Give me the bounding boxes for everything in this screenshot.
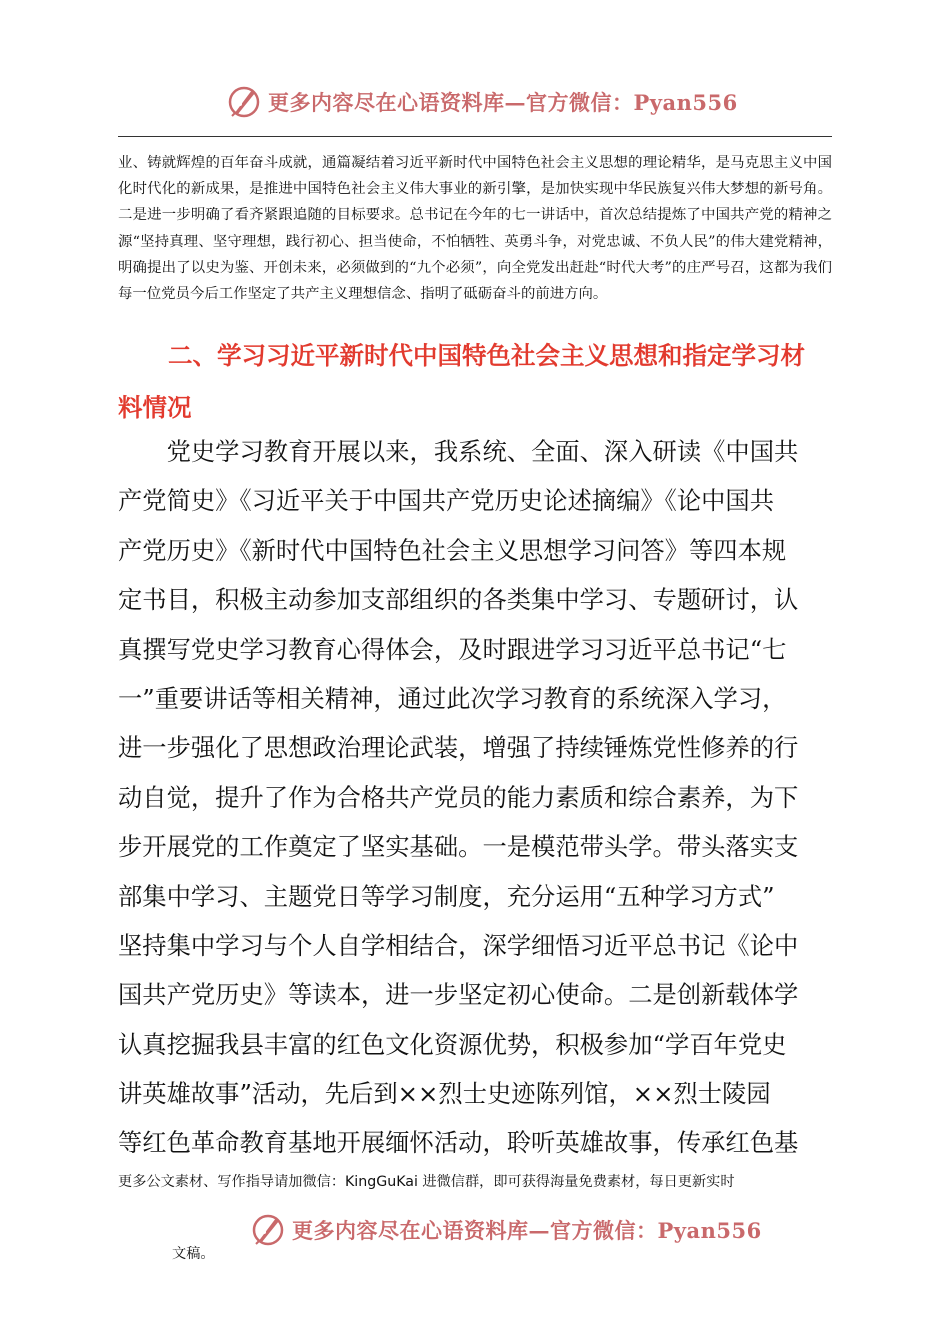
body-text — [118, 427, 834, 1168]
body-line: 国共产党历史》等读本，进一步坚定初心使命。二是创新载体学 — [118, 980, 799, 1010]
intro-paragraph: 业、铸就辉煌的百年奋斗成就，通篇凝结着习近平新时代中国特色社会主义思想的理论精华，是马克思主义中国化时代化的新成果，是推进中国特色社会主义伟大事业的新引擎，是加快实现中华民族复兴伟大梦想的新号角。二是进一步明确了看齐紧跟追随的目标要求。总书记在今年的七一讲话中，首次总结提炼了中国共产党的精神之源“坚持真理、坚守理想，践行初心、担当使命，不怕牺牲、英勇斗争，对党忠诚、不负人民”的伟大建党精神，明确提出了以史为鉴、开创未来，必须做到的“九个必须”，向全党发出赶赴“时代大考”的庄严号召，这都为我们每一位党员今后工作坚定了共产主义理想信念、指明了砥砺奋斗的前进方向。 — [118, 155, 832, 303]
body-line: 真撰写党史学习教育心得体会，及时跟进学习习近平总书记“七 — [118, 634, 787, 664]
watermark-text: 更多内容尽在心语资料库 — [292, 1218, 529, 1243]
body-line: 坚持集中学习与个人自学相结合，深学细悟习近平总书记《论中 — [118, 930, 799, 960]
header-rule — [118, 136, 832, 137]
body-line: 进一步强化了思想政治理论武装，增强了持续锤炼党性修养的行 — [118, 733, 799, 763]
body-line: 定书目，积极主动参加支部组织的各类集中学习、专题研讨，认 — [118, 585, 799, 615]
section-heading-line-2: 料情况 — [118, 393, 192, 422]
watermark-contact: 官方微信：Pyan556 — [526, 90, 738, 115]
watermark-banner-top — [0, 82, 950, 122]
body-line: 讲英雄故事”活动，先后到××烈士史迹陈列馆，××烈士陵园 — [118, 1079, 771, 1109]
watermark-contact: 官方微信：Pyan556 — [550, 1218, 762, 1243]
watermark-separator: — — [528, 1218, 550, 1243]
watermark-text: 更多内容尽在心语资料库 — [268, 90, 505, 115]
footer-note-tail: 文稿。 — [172, 1246, 215, 1262]
watermark-separator: — — [504, 90, 526, 115]
body-line: 部集中学习、主题党日等学习制度，充分运用“五种学习方式” — [118, 881, 775, 911]
body-line: 等红色革命教育基地开展缅怀活动，聆听英雄故事，传承红色基 — [118, 1128, 799, 1158]
body-line: 一”重要讲话等相关精神，通过此次学习教育的系统深入学习， — [118, 683, 787, 713]
body-line: 产党简史》《习近平关于中国共产党历史论述摘编》《论中国共 — [118, 486, 775, 516]
footer-note: 更多公文素材、写作指导请加微信：KingGuKai 进微信群，即可获得海量免费素材，每日更新实时 — [118, 1174, 735, 1190]
body-line: 党史学习教育开展以来，我系统、全面、深入研读《中国共 — [118, 437, 799, 466]
body-line: 产党历史》《新时代中国特色社会主义思想学习问答》等四本规 — [118, 535, 787, 565]
body-line: 步开展党的工作奠定了坚实基础。一是模范带头学。带头落实支 — [118, 832, 799, 862]
watermark-banner-bottom — [0, 1210, 950, 1250]
quill-pen-icon — [250, 1212, 286, 1248]
section-heading-line-1: 二、学习习近平新时代中国特色社会主义思想和指定学习材 — [168, 341, 805, 370]
body-line: 动自觉，提升了作为合格共产党员的能力素质和综合素养，为下 — [118, 782, 799, 812]
section-heading — [118, 330, 834, 434]
body-line: 认真挖掘我县丰富的红色文化资源优势，积极参加“学百年党史 — [118, 1029, 787, 1059]
quill-pen-icon — [226, 84, 262, 120]
